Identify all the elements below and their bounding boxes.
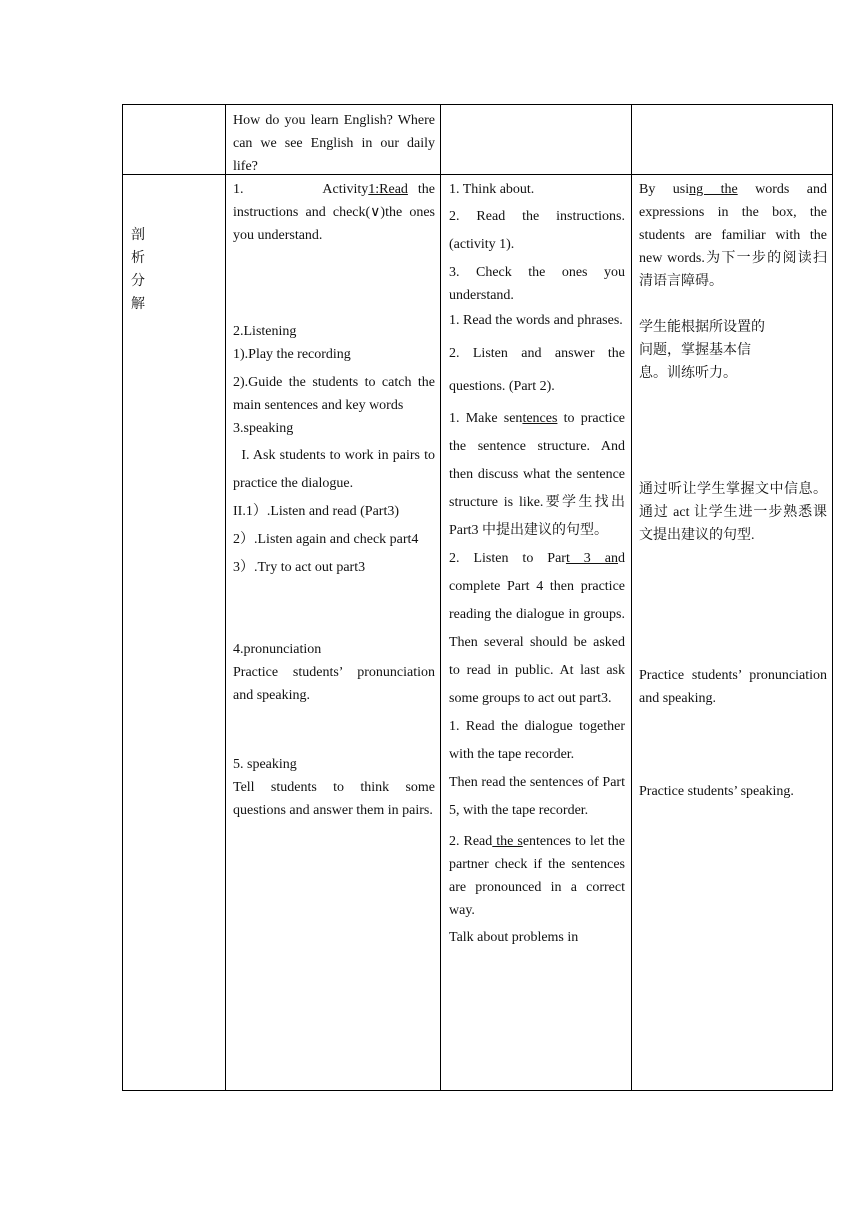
activity1-text: 1. Activity (233, 182, 369, 197)
speaking5-text: Tell students to think some questions and answer them in pairs. (233, 780, 435, 818)
label-char: 剖 (131, 228, 145, 243)
student-a1: 1. Think about. (449, 182, 535, 197)
student-c1-text-rest: to practice the sentence structure. And then discuss what the sentence structure is like.要学生找出 Part3 中提出建议的句型。 (449, 411, 625, 538)
student-c2-text: 2. Listen to Par (449, 551, 566, 566)
purpose-p1-text: By usi (639, 182, 690, 197)
vertical-label (131, 224, 151, 316)
pronunciation-text: Practice students’ pronunciation and speaking. (233, 665, 435, 703)
listening-step-1: 1).Play the recording (233, 347, 351, 362)
teacher-activity-cell (227, 178, 441, 1078)
student-d3-text-rest: entences to let the partner check if the sentences are pronounced in a correct way. (449, 834, 625, 918)
student-d3-underlined: the s (492, 834, 523, 849)
student-block-a (442, 178, 632, 952)
student-d4: Talk about problems in (449, 930, 579, 945)
speaking-step-ii2: 2）.Listen again and check part4 (233, 532, 419, 547)
purpose-p4-text: Practice students’ pronunciation and speaking. (639, 668, 827, 706)
activity1-text-rest: the instructions and check(∨)the ones you understand. (233, 182, 435, 243)
purpose-p5 (633, 780, 833, 803)
lesson-plan-table (122, 104, 833, 1091)
pronunciation-title: 4.pronunciation (233, 642, 322, 657)
label-char: 解 (131, 297, 145, 312)
activity1-block (227, 178, 441, 247)
student-c2-text-rest: d complete Part 4 then practice reading the dialogue in groups. Then several should be asked to read in public. At last ask some groups to act out part3. (449, 551, 625, 706)
student-b1: 1. Read the words and phrases. (449, 313, 623, 328)
speaking5-title: 5. speaking (233, 757, 297, 772)
column-divider (225, 105, 226, 1090)
purpose-cell (633, 178, 833, 1078)
purpose-p3-text: 通过听让学生掌握文中信息。通过 act 让学生进一步熟悉课文提出建议的句型. (639, 482, 827, 543)
speaking5-block (227, 753, 441, 822)
purpose-p1 (633, 178, 833, 293)
student-b2: 2. Listen and answer the questions. (Part 2). (449, 346, 625, 394)
listening-step-2: 2).Guide the students to catch the main sentences and key words (233, 375, 435, 413)
row1-question-text: How do you learn English? Where can we see English in our daily life? (233, 113, 435, 174)
speaking-step-i: I. Ask students to work in pairs to practice the dialogue. (233, 448, 439, 491)
student-a2: 2. Read the instructions. (activity 1). (449, 209, 625, 252)
student-c1-text: 1. Make sen (449, 411, 523, 426)
student-a3: 3. Check the ones you understand. (449, 265, 625, 303)
purpose-p1-text-rest: words and expressions in the box, the students are familiar with the new words.为下一步的阅读扫清语言障碍。 (639, 182, 827, 289)
purpose-p1-underlined: ng the (689, 182, 738, 197)
student-c1-underlined: tences (522, 411, 558, 426)
student-c2-underlined: t 3 an (565, 551, 618, 566)
pronunciation-block (227, 638, 441, 707)
activity1-underlined: 1:Read (368, 182, 408, 197)
student-d3-text: 2. Read (449, 834, 493, 849)
speaking-title: 3.speaking (233, 421, 294, 436)
listening-title: 2.Listening (233, 324, 297, 339)
row1-question-cell (227, 109, 441, 178)
purpose-p2 (633, 316, 775, 385)
student-d2: Then read the sentences of Part 5, with the tape recorder. (449, 775, 625, 818)
speaking-step-ii3: 3）.Try to act out part3 (233, 560, 366, 575)
label-char: 析 (131, 251, 145, 266)
purpose-p4 (633, 664, 833, 710)
student-activity-cell (442, 178, 632, 1088)
student-d1: 1. Read the dialogue together with the tape recorder. (449, 719, 625, 762)
label-char: 分 (131, 274, 145, 289)
purpose-p5-text: Practice students’ speaking. (639, 784, 794, 799)
speaking-step-ii1: II.1）.Listen and read (Part3) (233, 504, 399, 519)
purpose-p3 (633, 478, 833, 547)
purpose-p2-text: 学生能根据所设置的问题，掌握基本信息。训练听力。 (639, 320, 765, 381)
listening-block (227, 320, 441, 582)
